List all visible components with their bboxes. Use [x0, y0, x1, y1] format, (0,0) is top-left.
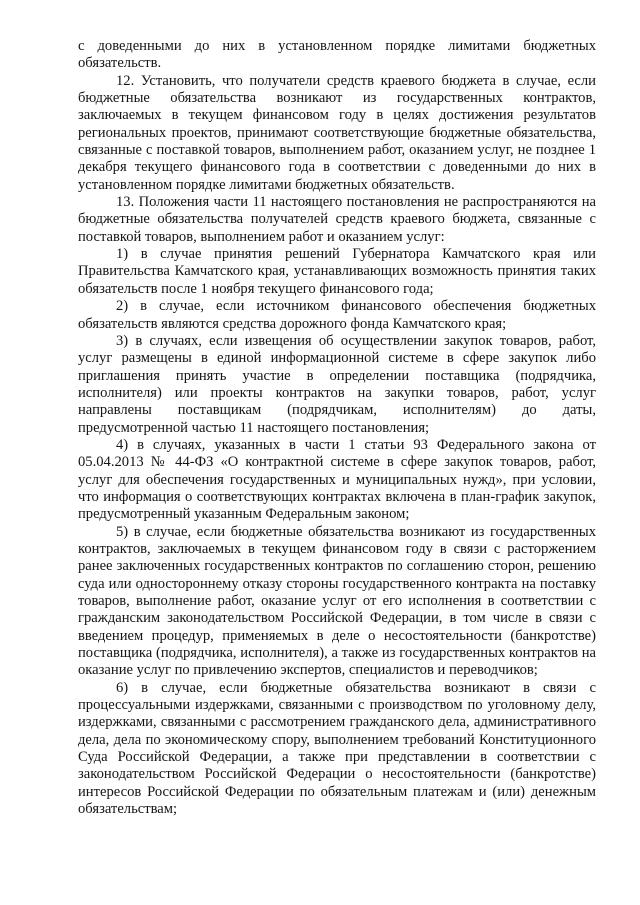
list-item-2: 2) в случае, если источником финансового обеспечения бюджетных обязательств являются средства дорожного фонда Камчатского края;: [78, 298, 596, 332]
list-item-4: 4) в случаях, указанных в части 1 статьи 93 Федерального закона от 05.04.2013 № 44-ФЗ «О контрактной системе в сфере закупок товаров, работ, услуг для обеспечения государственных и муниципальных нужд», при условии, что информация о соответствующих контрактах включена в план-график закупок, предусмотренный указанным Федеральным законом;: [78, 436, 596, 523]
paragraph-12: 12. Установить, что получатели средств краевого бюджета в случае, если бюджетные обязательства возникают из государственных контрактов, заключаемых в текущем финансовом году в целях достижения результатов региональных проектов, принимают соответствующие бюджетные обязательства, связанные с поставкой товаров, выполнением работ, оказанием услуг, не позднее 1 декабря текущего финансового года в соответствии с доведенными до них в установленном порядке лимитами бюджетных обязательств.: [78, 72, 596, 193]
list-item-5: 5) в случае, если бюджетные обязательства возникают из государственных контрактов, заключаемых в текущем финансовом году в связи с расторжением ранее заключенных государственных контрактов по соглашению сторон, решению суда или одностороннему отказу стороны государственного контракта на поставку товаров, выполнение работ, оказание услуг от его исполнения в соответствии с гражданским законодательством Российской Федерации, в том числе в связи с введением процедур, применяемых в деле о несостоятельности (банкротстве) поставщика (подрядчика, исполнителя), а также из государственных контрактов на оказание услуг по привлечению экспертов, специалистов и переводчиков;: [78, 523, 596, 679]
paragraph-13: 13. Положения части 11 настоящего постановления не распространяются на бюджетные обязательства получателей средств краевого бюджета, связанные с поставкой товаров, выполнением работ и оказанием услуг:: [78, 194, 596, 245]
list-item-6: 6) в случае, если бюджетные обязательства возникают в связи с процессуальными издержками, связанными с производством по уголовному делу, издержками, связанными с рассмотрением гражданского дела, административного дела, дела по экономическому спору, выполнением требований Конституционного Суда Российской Федерации, а также при представлении в соответствии с законодательством Российской Федерации о несостоятельности (банкротстве) интересов Российской Федерации по обязательным платежам и (или) денежным обязательствам;: [78, 679, 596, 818]
list-item-3: 3) в случаях, если извещения об осуществлении закупок товаров, работ, услуг размещены в единой информационной системе в сфере закупок либо приглашения принять участие в определении поставщика (подрядчика, исполнителя) или проекты контрактов на закупки товаров, работ, услуг направлены поставщикам (подрядчикам, исполнителям) до даты, предусмотренной частью 11 настоящего постановления;: [78, 332, 596, 436]
paragraph-11-continuation: с доведенными до них в установленном порядке лимитами бюджетных обязательств.: [78, 38, 596, 72]
list-item-1: 1) в случае принятия решений Губернатора Камчатского края или Правительства Камчатского края, устанавливающих возможность принятия таких обязательств после 1 ноября текущего финансового года;: [78, 246, 596, 297]
document-body: [78, 38, 596, 818]
